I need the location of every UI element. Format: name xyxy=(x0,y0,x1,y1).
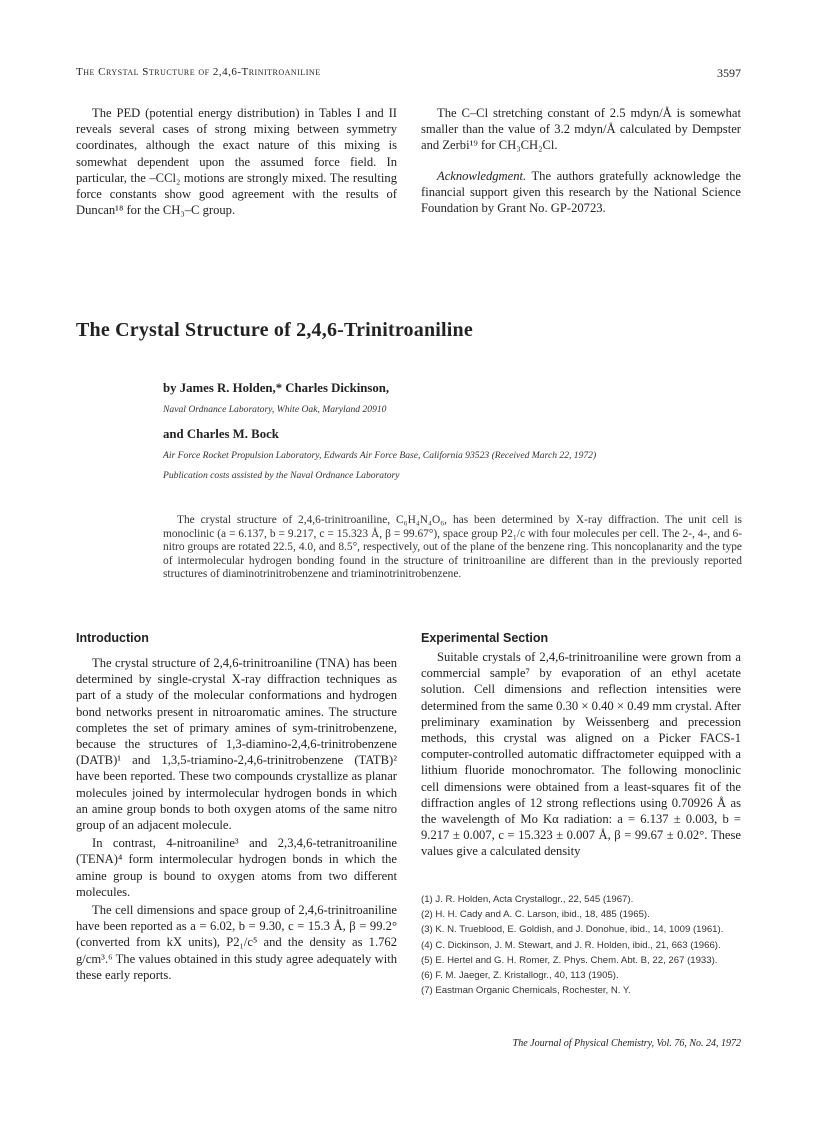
reference-item: (7) Eastman Organic Chemicals, Rochester, N. Y. xyxy=(421,985,631,997)
affiliation-2: Air Force Rocket Propulsion Laboratory, Edwards Air Force Base, California 93523 (Received March 22, 1972) xyxy=(163,450,597,461)
top-right-column xyxy=(421,105,741,216)
reference-item: (4) C. Dickinson, J. M. Stewart, and J. R. Holden, ibid., 21, 663 (1966). xyxy=(421,939,721,951)
ped-paragraph: The PED (potential energy distribution) in Tables I and II reveals several cases of strong mixing between symmetry coordinates, although the exact nature of this mixing is somewhat dependent upon the assumed force field. In particular, the –CCl₂ motions are strongly mixed. The resulting force constants show good agreement with the results of Duncan¹⁸ for the CH₃–C group. xyxy=(76,106,397,218)
intro-paragraph-3: The cell dimensions and space group of 2,4,6-trinitroaniline have been reported as a = 6.02, b = 9.30, c = 15.3 Å, β = 99.2° (converted from kX units), P2₁/c⁵ and the density as 1.762 g/cm³.⁶ The values obtained in this study agree adequately with these early reports. xyxy=(76,903,397,982)
acknowledgment-label: Acknowledgment. xyxy=(437,168,527,183)
abstract xyxy=(163,514,742,582)
reference-item: (5) E. Hertel and G. H. Romer, Z. Phys. Chem. Abt. B, 22, 267 (1933). xyxy=(421,954,718,966)
reference-item: (6) F. M. Jaeger, Z. Kristallogr., 40, 113 (1905). xyxy=(421,970,619,982)
article-title: The Crystal Structure of 2,4,6-Trinitroaniline xyxy=(76,319,473,341)
reference-item: (3) K. N. Trueblood, E. Goldish, and J. Donohue, ibid., 14, 1009 (1961). xyxy=(421,924,724,936)
reference-item: (1) J. R. Holden, Acta Crystallogr., 22, 545 (1967). xyxy=(421,894,634,905)
experimental-paragraph-1: Suitable crystals of 2,4,6-trinitroaniline were grown from a commercial sample⁷ by evaporation of an ethyl acetate solution. Cell dimensions and reflection intensities were determined from the same 0.30 × 0.40 × 0.49 mm crystal. After preliminary examination by Weissenberg and precession methods, this crystal was aligned on a Picker FACS-1 computer-controlled automatic diffractometer equipped with a lithium fluoride monochromator. The following monoclinic cell dimensions were obtained from a least-squares fit of the diffraction angles of 12 strong reflections using 0.70926 Å as the wavelength of Mo Kα radiation: a = 6.137 ± 0.003, b = 9.217 ± 0.007, c = 15.323 ± 0.007 Å, β = 99.67 ± 0.02°. These values give a calculated density xyxy=(421,650,741,859)
reference-item: (2) H. H. Cady and A. C. Larson, ibid., 18, 485 (1965). xyxy=(421,909,650,921)
experimental-heading: Experimental Section xyxy=(421,631,549,645)
intro-paragraph-2: In contrast, 4-nitroaniline³ and 2,3,4,6-tetranitroaniline (TENA)⁴ form intermolecular hydrogen bonds in which the amine group is bound to oxygen atoms from two different molecules. xyxy=(76,836,397,899)
references-list xyxy=(421,894,741,1000)
intro-paragraph-1: The crystal structure of 2,4,6-trinitroaniline (TNA) has been determined by single-crystal X-ray diffraction techniques as part of a study of the molecular conformations and hydrogen bond networks present in nitroaromatic amines. The structure completes the set of primary amines of sym-trinitrobenzene, because the structures of 1,3-diamino-2,4,6-trinitrobenzene (DATB)¹ and 1,3,5-triamino-2,4,6-trinitrobenzene (TATB)² have been reported. These two compounds crystallize as planar molecules joined by intermolecular hydrogen bonds in which an amine group bonds to both oxygen atoms of the same nitro group of an adjacent molecule. xyxy=(76,656,397,833)
page-number: 3597 xyxy=(717,66,741,80)
affiliation-1: Naval Ordnance Laboratory, White Oak, Maryland 20910 xyxy=(163,404,387,415)
stretching-constant-paragraph: The C–Cl stretching constant of 2.5 mdyn/Å is somewhat smaller than the value of 3.2 mdyn/Å calculated by Dempster and Zerbi¹⁹ for CH₃CH₂Cl. xyxy=(421,106,741,153)
authors-line-2: and Charles M. Bock xyxy=(163,427,279,441)
authors-line-1: by James R. Holden,* Charles Dickinson, xyxy=(163,381,390,395)
acknowledgment-text: The authors gratefully acknowledge the financial support given this research by the National Science Foundation by Grant No. GP-20723. xyxy=(421,168,741,216)
journal-footer: The Journal of Physical Chemistry, Vol. 76, No. 24, 1972 xyxy=(512,1038,741,1049)
publication-costs: Publication costs assisted by the Naval Ordnance Laboratory xyxy=(163,470,400,481)
top-left-column xyxy=(76,105,397,218)
introduction-heading: Introduction xyxy=(76,631,149,645)
running-title: The Crystal Structure of 2,4,6-Trinitroaniline xyxy=(76,66,321,78)
acknowledgment-paragraph xyxy=(421,168,741,217)
experimental-column xyxy=(421,649,741,860)
introduction-column xyxy=(76,655,397,983)
abstract-text: The crystal structure of 2,4,6-trinitroaniline, C₆H₄N₄O₆, has been determined by X-ray diffraction. The unit cell is monoclinic (a = 6.137, b = 9.217, c = 15.323 Å, β = 99.67°), space group P2₁/c with four molecules per cell. The 2-, 4-, and 6-nitro groups are rotated 22.5, 4.0, and 8.5°, respectively, out of the plane of the benzene ring. This noncoplanarity and the type of intermolecular hydrogen bonding found in the structure of trinitroaniline are different than in the previously reported structures of diaminotrinitrobenzene and triaminotrinitrobenzene. xyxy=(163,514,742,581)
